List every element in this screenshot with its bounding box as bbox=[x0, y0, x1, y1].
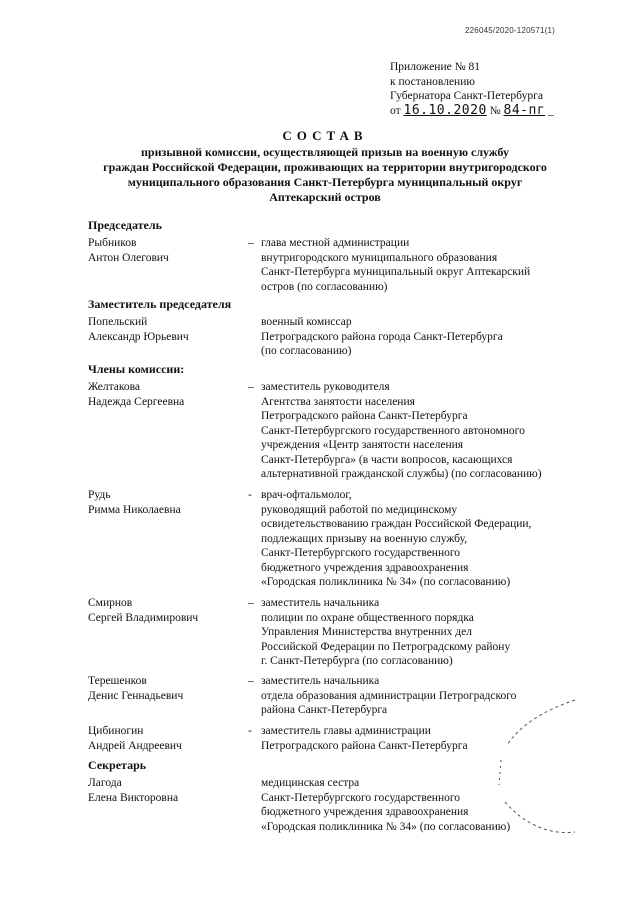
heading-line: граждан Российской Федерации, проживающих на территории внутригородского bbox=[103, 160, 547, 174]
position-line: заместитель начальника bbox=[261, 675, 380, 687]
position-line: Российской Федерации по Петроградскому району bbox=[261, 640, 511, 653]
member-name bbox=[88, 236, 238, 265]
member-surname: Желтакова bbox=[88, 381, 140, 393]
member-surname: Попельский bbox=[88, 316, 148, 328]
position-line: Санкт-Петербурга» (в части вопросов, касающихся bbox=[261, 453, 513, 466]
member-name bbox=[88, 488, 238, 517]
position-line: Агентства занятости населения bbox=[261, 395, 415, 408]
position-line: «Городская поликлиника № 34» (по согласованию) bbox=[261, 576, 511, 588]
position-line: Петроградского района города Санкт-Петербурга bbox=[261, 330, 503, 343]
heading-line: муниципального образования Санкт-Петербурга муниципальный округ bbox=[127, 175, 523, 189]
position-line: военный комиссар bbox=[261, 316, 352, 328]
member-surname: Смирнов bbox=[88, 597, 133, 609]
member-given-name: Антон Олегович bbox=[88, 251, 169, 264]
member-given-name: Римма Николаевна bbox=[88, 503, 181, 516]
position-line: отдела образования администрации Петроградского bbox=[261, 689, 517, 702]
section-title-deputy: Заместитель председателя bbox=[88, 297, 232, 311]
member-given-name: Сергей Владимирович bbox=[88, 611, 199, 624]
member-position bbox=[261, 488, 591, 590]
position-line: полиции по охране общественного порядка bbox=[261, 611, 474, 624]
document-reference-number: 226045/2020-120571(1) bbox=[465, 26, 556, 35]
position-line: Санкт-Петербургского государственного автономного bbox=[261, 424, 525, 437]
appendix-line: к постановлению bbox=[390, 75, 475, 88]
position-line: глава местной администрации bbox=[261, 237, 410, 249]
member-given-name: Надежда Сергеевна bbox=[88, 395, 185, 408]
position-line: заместитель начальника bbox=[261, 597, 380, 609]
member-position bbox=[261, 380, 591, 482]
position-line: медицинская сестра bbox=[261, 777, 360, 789]
date-prefix: от bbox=[390, 104, 401, 117]
member-position bbox=[261, 596, 591, 669]
position-line: учреждения «Центр занятости населения bbox=[261, 439, 464, 451]
decree-number: 84-пг bbox=[503, 102, 546, 118]
appendix-line: Губернатора Санкт-Петербурга bbox=[390, 90, 543, 102]
member-dash: – bbox=[248, 675, 254, 687]
member-position bbox=[261, 236, 591, 294]
member-surname: Рыбников bbox=[88, 237, 137, 249]
member-surname: Рудь bbox=[88, 489, 111, 501]
position-line: (по согласованию) bbox=[261, 345, 352, 357]
member-name bbox=[88, 776, 238, 805]
member-given-name: Андрей Андреевич bbox=[88, 739, 182, 752]
section-title-chairman: Председатель bbox=[88, 218, 162, 232]
member-given-name: Денис Геннадьевич bbox=[88, 689, 184, 702]
position-line: г. Санкт-Петербурга (по согласованию) bbox=[261, 655, 453, 667]
position-line: бюджетного учреждения здравоохранения bbox=[261, 806, 469, 818]
position-line: внутригородского муниципального образования bbox=[261, 251, 498, 264]
member-name bbox=[88, 315, 238, 344]
position-line: врач-офтальмолог, bbox=[261, 489, 352, 501]
trailing-blank: _ bbox=[548, 104, 554, 117]
document-heading bbox=[90, 128, 560, 205]
position-line: подлежащих призыву на военную службу, bbox=[261, 532, 468, 545]
member-surname: Цибиногин bbox=[88, 725, 144, 737]
member-surname: Терешенков bbox=[88, 675, 147, 687]
member-name bbox=[88, 724, 238, 753]
member-name bbox=[88, 380, 238, 409]
member-name bbox=[88, 596, 238, 625]
seal-outline-mark bbox=[495, 690, 585, 850]
position-line: Санкт-Петербургского государственного bbox=[261, 791, 461, 804]
member-given-name: Елена Викторовна bbox=[88, 791, 179, 804]
section-title-members: Члены комиссии: bbox=[88, 362, 185, 376]
member-name bbox=[88, 674, 238, 703]
heading-line: Аптекарский остров bbox=[269, 190, 381, 204]
position-line: Санкт-Петербурга муниципальный округ Аптекарский bbox=[261, 266, 531, 278]
position-line: освидетельствованию граждан Российской Федерации, bbox=[261, 518, 532, 530]
member-dash: – bbox=[248, 597, 254, 609]
number-prefix: № bbox=[489, 104, 501, 117]
position-line: «Городская поликлиника № 34» (по согласованию) bbox=[261, 820, 511, 833]
document-title: СОСТАВ bbox=[282, 128, 368, 143]
member-dash: – bbox=[248, 237, 254, 249]
section-title-secretary: Секретарь bbox=[88, 758, 147, 772]
position-line: заместитель руководителя bbox=[261, 381, 390, 393]
position-line: руководящий работой по медицинскому bbox=[261, 503, 458, 516]
appendix-line: Приложение № 81 bbox=[390, 61, 480, 73]
position-line: остров (по согласованию) bbox=[261, 280, 388, 293]
position-line: Петроградского района Санкт-Петербурга bbox=[261, 410, 468, 422]
position-line: Санкт-Петербургского государственного bbox=[261, 547, 461, 559]
position-line: Петроградского района Санкт-Петербурга bbox=[261, 739, 468, 752]
member-given-name: Александр Юрьевич bbox=[88, 330, 189, 343]
position-line: района Санкт-Петербурга bbox=[261, 704, 388, 716]
member-position bbox=[261, 315, 591, 359]
appendix-date-line bbox=[390, 104, 620, 119]
position-line: бюджетного учреждения здравоохранения bbox=[261, 561, 469, 574]
member-dash: - bbox=[248, 725, 252, 737]
member-surname: Лагода bbox=[88, 777, 122, 789]
position-line: Управления Министерства внутренних дел bbox=[261, 626, 472, 638]
appendix-block bbox=[390, 60, 620, 118]
position-line: заместитель главы администрации bbox=[261, 725, 431, 737]
decree-date: 16.10.2020 bbox=[403, 102, 487, 118]
member-dash: - bbox=[248, 489, 252, 501]
heading-line: призывной комиссии, осуществляющей призыв на военную службу bbox=[141, 145, 509, 159]
position-line: альтернативной гражданской службы) (по согласованию) bbox=[261, 468, 542, 480]
member-dash: – bbox=[248, 381, 254, 393]
